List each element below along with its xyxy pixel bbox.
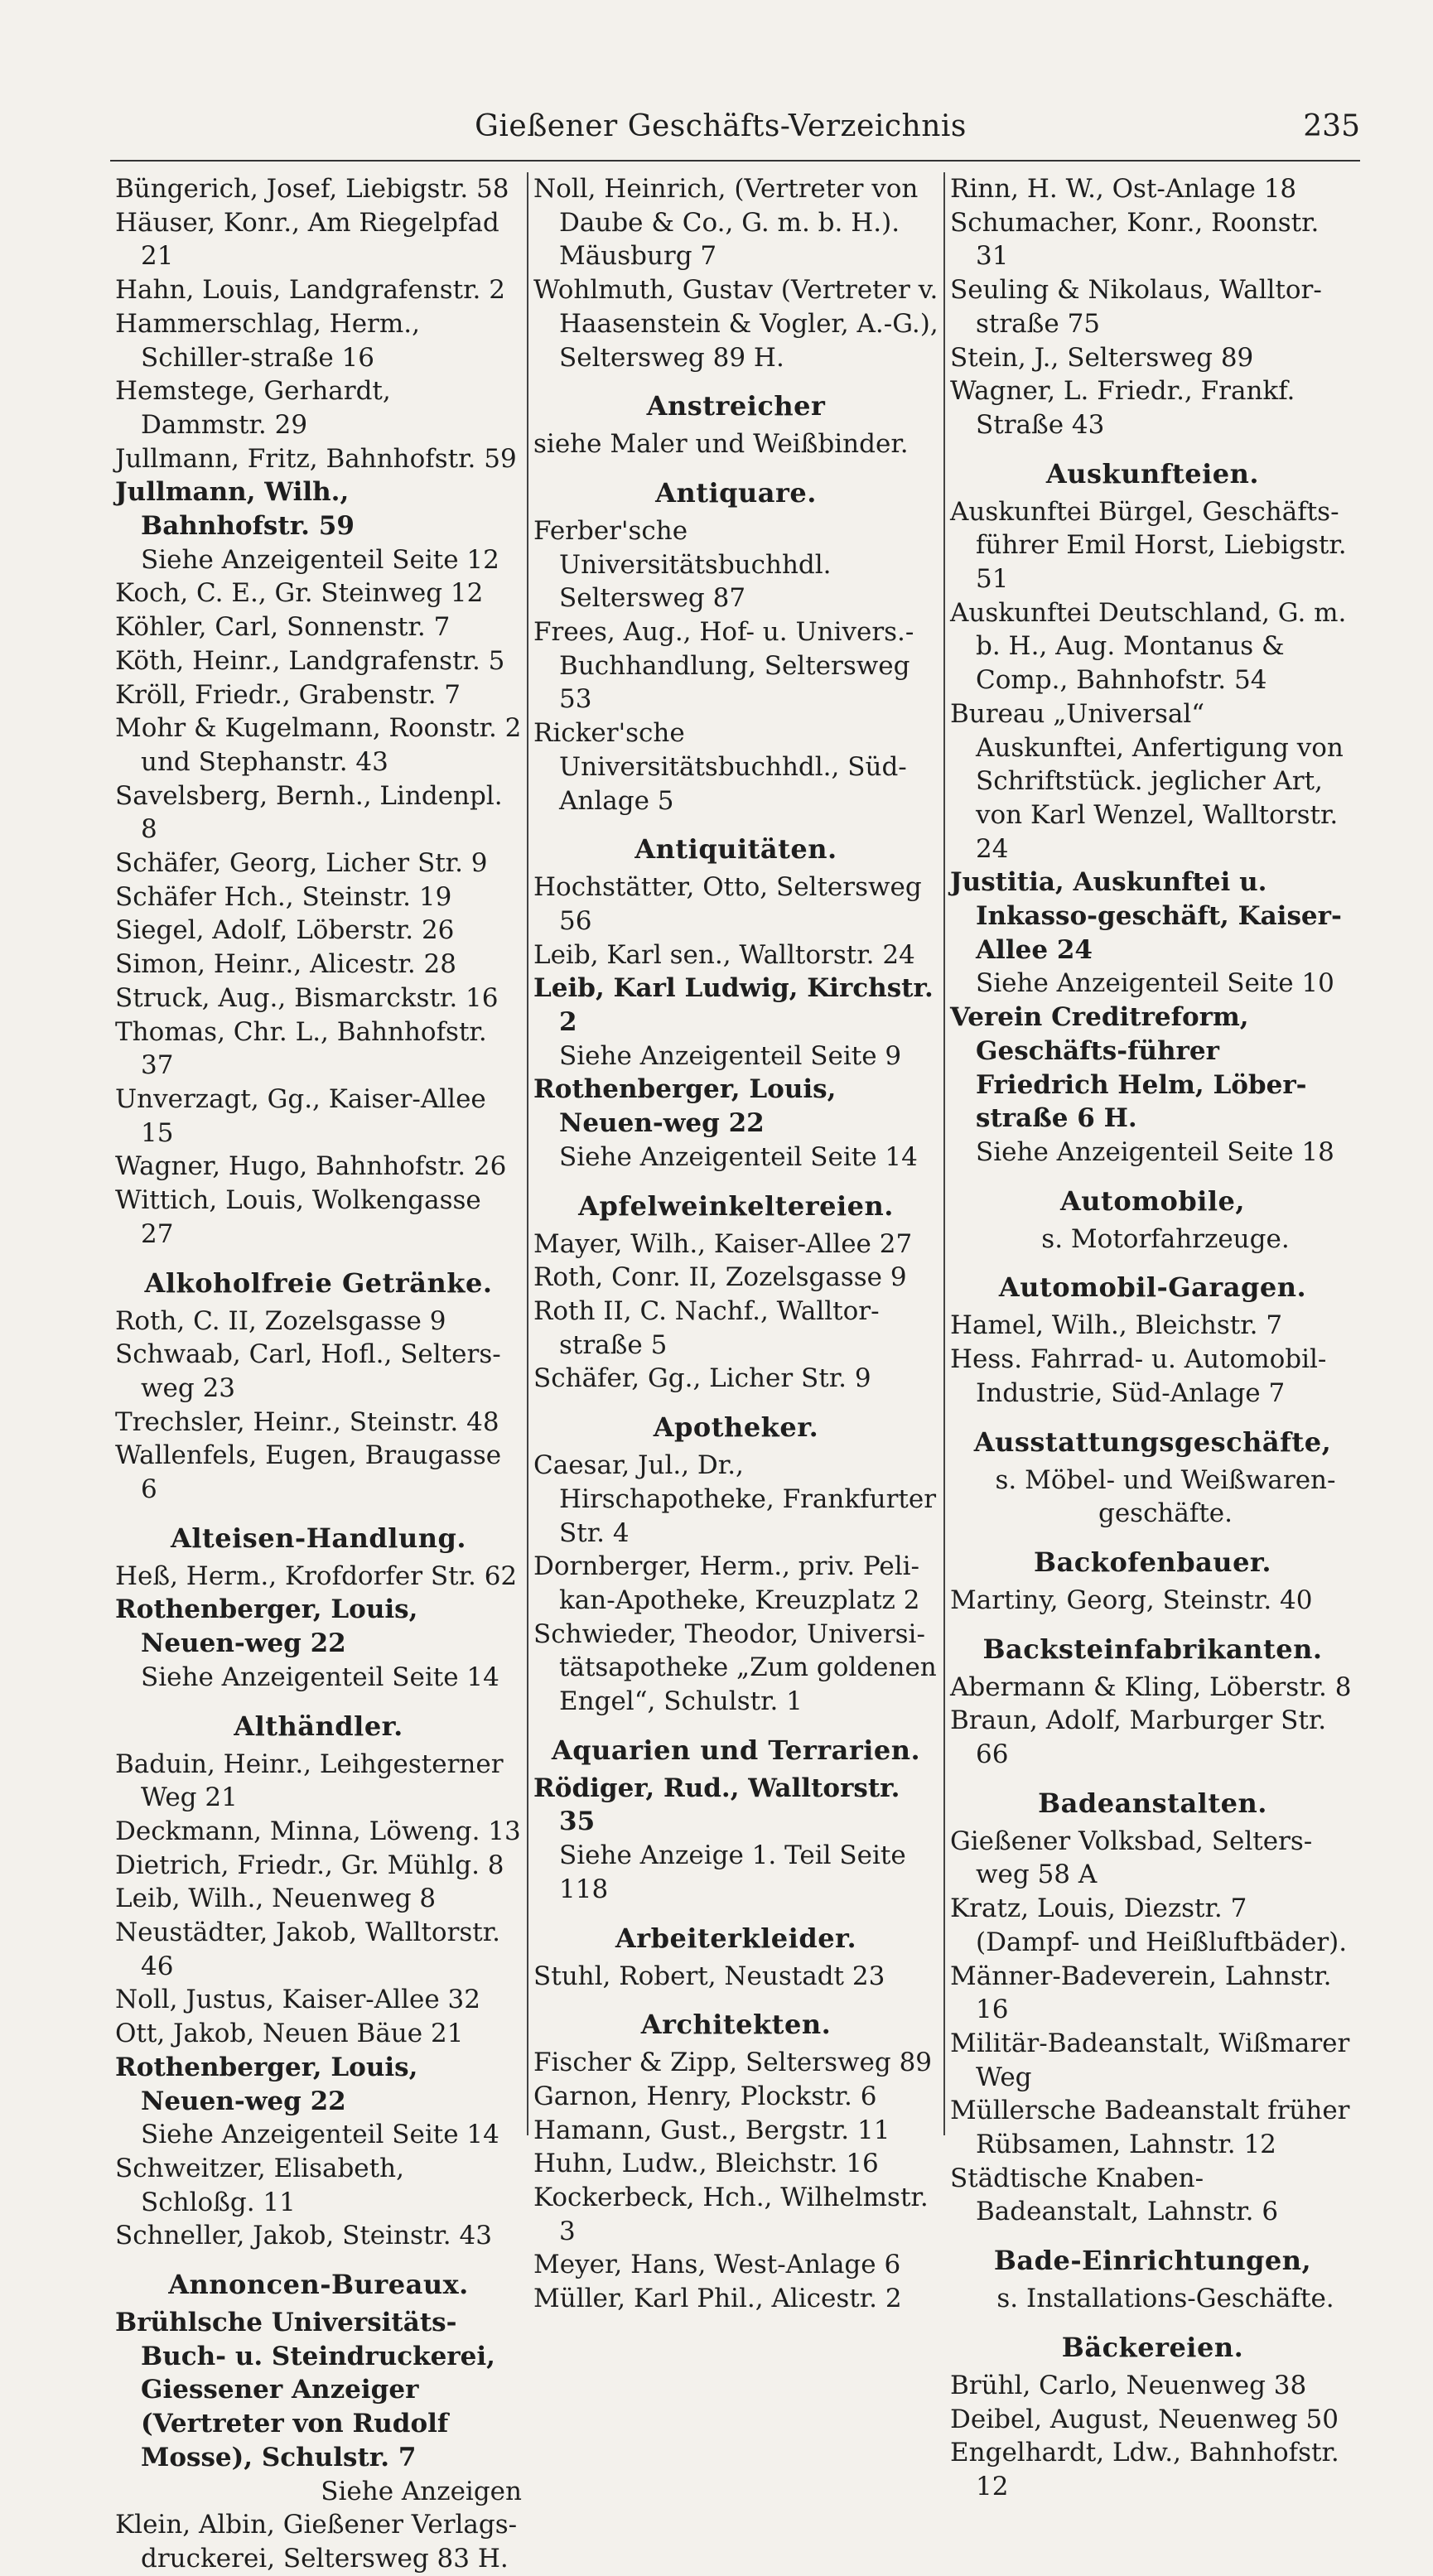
- section-heading: Aquarien und Terrarien.: [551, 1734, 921, 1766]
- directory-entry: Jullmann, Wilh., Bahnhofstr. 59: [115, 477, 355, 542]
- directory-entry: Leib, Karl Ludwig, Kirchstr. 2: [533, 973, 934, 1038]
- directory-entry: Schweitzer, Elisabeth, Schloßg. 11: [115, 2153, 404, 2217]
- directory-entry: Hammerschlag, Herm., Schiller-straße 16: [115, 308, 420, 373]
- directory-entry: Hemstege, Gerhardt, Dammstr. 29: [115, 376, 391, 440]
- directory-entry: Garnon, Henry, Plockstr. 6: [533, 2081, 877, 2111]
- cross-reference: s. Möbel- und Weißwaren-geschäfte.: [995, 1464, 1336, 1529]
- section-heading: Bäckereien.: [1061, 2331, 1244, 2363]
- directory-entry: Männer-Badeverein, Lahnstr. 16: [950, 1961, 1332, 2025]
- directory-entry: Wittich, Louis, Wolkengasse 27: [115, 1185, 481, 1249]
- advert-reference: Siehe Anzeigenteil Seite 14: [141, 2120, 499, 2150]
- directory-entry: Müllersche Badeanstalt früher Rübsamen, Lahnstr. 12: [950, 2096, 1350, 2160]
- section-heading: Apfelweinkeltereien.: [578, 1189, 894, 1222]
- directory-entry: Savelsberg, Bernh., Lindenpl. 8: [115, 780, 503, 845]
- advert-reference: Siehe Anzeigenteil Seite 10: [976, 968, 1334, 999]
- directory-entry: Köhler, Carl, Sonnenstr. 7: [115, 612, 451, 643]
- directory-entry: Wagner, L. Friedr., Frankf. Straße 43: [950, 376, 1295, 440]
- directory-entry: Braun, Adolf, Marburger Str. 66: [950, 1705, 1327, 1770]
- directory-entry: Ricker'sche Universitätsbuchhdl., Süd-Anlage 5: [533, 718, 907, 816]
- directory-entry: Schumacher, Konr., Roonstr. 31: [950, 207, 1320, 272]
- advert-reference: Siehe Anzeige 1. Teil Seite 118: [559, 1840, 906, 1904]
- advert-reference: Siehe Anzeigenteil Seite 12: [141, 544, 499, 575]
- section-heading: Arbeiterkleider.: [615, 1922, 857, 1954]
- directory-entry: Noll, Heinrich, (Vertreter von Daube & Co., G. m. b. H.). Mäusburg 7: [533, 174, 919, 272]
- directory-entry: Engelhardt, Ldw., Bahnhofstr. 12: [950, 2438, 1339, 2501]
- directory-entry: Wagner, Hugo, Bahnhofstr. 26: [115, 1151, 507, 1182]
- directory-entry: Unverzagt, Gg., Kaiser-Allee 15: [115, 1083, 486, 1148]
- directory-entry: Rothenberger, Louis, Neuen-weg 22: [533, 1074, 837, 1139]
- directory-entry: Fischer & Zipp, Seltersweg 89: [533, 2048, 933, 2078]
- section-heading: Badeanstalten.: [1038, 1787, 1267, 1819]
- cross-reference: s. Installations-Geschäfte.: [996, 2284, 1334, 2314]
- section-heading: Ausstattungsgeschäfte,: [973, 1425, 1332, 1458]
- directory-entry: Mayer, Wilh., Kaiser-Allee 27: [533, 1228, 913, 1259]
- directory-entry: Ferber'sche Universitätsbuchhdl. Seltersweg 87: [533, 515, 832, 614]
- directory-entry: Trechsler, Heinr., Steinstr. 48: [115, 1406, 499, 1437]
- directory-entry: Baduin, Heinr., Leihgesterner Weg 21: [115, 1749, 504, 1813]
- column-left: [110, 172, 527, 2574]
- directory-entry: Gießener Volksbad, Selters-weg 58 A: [950, 1826, 1313, 1890]
- section-heading: Automobil-Garagen.: [998, 1271, 1307, 1304]
- column-middle: [527, 172, 943, 2314]
- advert-reference: Siehe Anzeigenteil Seite 9: [559, 1040, 902, 1071]
- directory-entry: Koch, C. E., Gr. Steinweg 12: [115, 578, 484, 609]
- directory-entry: Büngerich, Josef, Liebigstr. 58: [115, 174, 509, 204]
- section-heading: Anstreicher: [646, 390, 826, 422]
- directory-entry: Siegel, Adolf, Löberstr. 26: [115, 915, 455, 946]
- directory-entry: Ott, Jakob, Neuen Bäue 21: [115, 2019, 464, 2049]
- directory-entry: Hamann, Gust., Bergstr. 11: [533, 2115, 890, 2145]
- directory-entry: siehe Maler und Weißbinder.: [533, 429, 909, 460]
- directory-entry: Leib, Karl sen., Walltorstr. 24: [533, 939, 915, 970]
- directory-entry: Bureau „Universal“ Auskunftei, Anfertigung von Schriftstück. jeglicher Art, von Karl Wenzel, Walltorstr. 24: [950, 698, 1344, 864]
- directory-entry: Kröll, Friedr., Grabenstr. 7: [115, 679, 461, 710]
- directory-entry: Schäfer, Georg, Licher Str. 9: [115, 848, 488, 879]
- header-rule: [110, 160, 1360, 162]
- directory-entry: Dietrich, Friedr., Gr. Mühlg. 8: [115, 1850, 504, 1880]
- directory-entry: Mohr & Kugelmann, Roonstr. 2 und Stephanstr. 43: [115, 713, 522, 777]
- directory-entry: Kratz, Louis, Diezstr. 7 (Dampf- und Heißluftbäder).: [950, 1893, 1348, 1957]
- directory-entry: Deibel, August, Neuenweg 50: [950, 2404, 1339, 2434]
- directory-entry: Frees, Aug., Hof- u. Univers.-Buchhandlung, Seltersweg 53: [533, 617, 914, 715]
- directory-entry: Auskunftei Bürgel, Geschäfts-führer Emil Horst, Liebigstr. 51: [950, 496, 1347, 595]
- directory-entry: Stuhl, Robert, Neustadt 23: [533, 1961, 885, 1991]
- advert-reference: Siehe Anzeigenteil Seite 14: [559, 1141, 918, 1172]
- directory-entry: Struck, Aug., Bismarckstr. 16: [115, 982, 499, 1013]
- directory-entry: Brühlsche Universitäts-Buch- u. Steindruckerei, Giessener Anzeiger (Vertreter von Rudolf Mosse), Schulstr. 7: [115, 2308, 495, 2472]
- directory-entry: Martiny, Georg, Steinstr. 40: [950, 1585, 1313, 1615]
- directory-entry: Schwieder, Theodor, Universi-tätsapotheke „Zum goldenen Engel“, Schulstr. 1: [533, 1618, 937, 1717]
- directory-entry: Hahn, Louis, Landgrafenstr. 2: [115, 275, 505, 306]
- directory-entry: Klein, Albin, Gießener Verlags-druckerei, Seltersweg 83 H.: [115, 2510, 518, 2574]
- directory-entry: Hess. Fahrrad- u. Automobil-Industrie, Süd-Anlage 7: [950, 1344, 1327, 1408]
- directory-entry: Thomas, Chr. L., Bahnhofstr. 37: [115, 1016, 487, 1081]
- directory-entry: Städtische Knaben-Badeanstalt, Lahnstr. 6: [950, 2163, 1279, 2227]
- section-heading: Alkoholfreie Getränke.: [144, 1266, 493, 1299]
- directory-entry: Huhn, Ludw., Bleichstr. 16: [533, 2149, 879, 2179]
- advert-reference: Siehe Anzeigenteil Seite 14: [141, 1662, 499, 1692]
- section-heading: Architekten.: [640, 2009, 832, 2041]
- page-number: 235: [1303, 109, 1360, 143]
- directory-entry: Rothenberger, Louis, Neuen-weg 22: [115, 2052, 418, 2116]
- directory-entry: Militär-Badeanstalt, Wißmarer Weg: [950, 2028, 1350, 2092]
- directory-entry: Heß, Herm., Krofdorfer Str. 62: [115, 1561, 518, 1591]
- directory-entry: Neustädter, Jakob, Walltorstr. 46: [115, 1918, 501, 1981]
- directory-entry: Müller, Karl Phil., Alicestr. 2: [533, 2284, 902, 2314]
- page-header: [0, 109, 1433, 146]
- section-heading: Alteisen-Handlung.: [170, 1522, 466, 1554]
- directory-entry: Rothenberger, Louis, Neuen-weg 22: [115, 1594, 418, 1659]
- cross-reference: s. Motorfahrzeuge.: [1041, 1223, 1290, 1254]
- advert-reference: Siehe Anzeigen: [321, 2476, 522, 2506]
- directory-entry: Schäfer, Gg., Licher Str. 9: [533, 1363, 871, 1394]
- directory-entry: Hamel, Wilh., Bleichstr. 7: [950, 1310, 1283, 1341]
- directory-entry: Abermann & Kling, Löberstr. 8: [950, 1672, 1352, 1702]
- directory-entry: Rinn, H. W., Ost-Anlage 18: [950, 174, 1297, 204]
- directory-entry: Jullmann, Fritz, Bahnhofstr. 59: [115, 443, 517, 474]
- directory-entry: Roth, Conr. II, Zozelsgasse 9: [533, 1262, 907, 1293]
- section-heading: Althändler.: [234, 1710, 403, 1742]
- directory-entry: Simon, Heinr., Alicestr. 28: [115, 949, 456, 980]
- directory-entry: Leib, Wilh., Neuenweg 8: [115, 1884, 437, 1914]
- directory-entry: Roth, C. II, Zozelsgasse 9: [115, 1305, 446, 1336]
- directory-entry: Schäfer Hch., Steinstr. 19: [115, 881, 452, 912]
- directory-entry: Meyer, Hans, West-Anlage 6: [533, 2250, 901, 2280]
- advert-reference: Siehe Anzeigenteil Seite 18: [976, 1136, 1334, 1167]
- directory-entry: Brühl, Carlo, Neuenweg 38: [950, 2370, 1307, 2400]
- section-heading: Auskunfteien.: [1045, 457, 1260, 490]
- directory-entry: Seuling & Nikolaus, Walltor-straße 75: [950, 275, 1322, 339]
- directory-entry: Deckmann, Minna, Löweng. 13: [115, 1816, 521, 1846]
- directory-entry: Köth, Heinr., Landgrafenstr. 5: [115, 645, 505, 676]
- section-heading: Bade-Einrichtungen,: [993, 2245, 1312, 2277]
- section-heading: Antiquare.: [655, 476, 817, 509]
- directory-entry: Auskunftei Deutschland, G. m. b. H., Aug. Montanus & Comp., Bahnhofstr. 54: [950, 597, 1347, 696]
- section-heading: Annoncen-Bureaux.: [168, 2269, 469, 2301]
- directory-columns: [110, 172, 1361, 2574]
- directory-entry: Schwaab, Carl, Hofl., Selters-weg 23: [115, 1339, 501, 1403]
- section-heading: Antiquitäten.: [634, 833, 837, 866]
- directory-entry: Schneller, Jakob, Steinstr. 43: [115, 2221, 492, 2251]
- directory-entry: Wohlmuth, Gustav (Vertreter v. Haasenstein & Vogler, A.-G.), Seltersweg 89 H.: [533, 275, 938, 373]
- directory-entry: Kockerbeck, Hch., Wilhelmstr. 3: [533, 2183, 929, 2246]
- column-right: [943, 172, 1360, 2501]
- directory-entry: Häuser, Konr., Am Riegelpfad 21: [115, 207, 499, 272]
- directory-entry: Dornberger, Herm., priv. Peli-kan-Apotheke, Kreuzplatz 2: [533, 1551, 920, 1615]
- section-heading: Apotheker.: [653, 1411, 819, 1444]
- directory-entry: Stein, J., Seltersweg 89: [950, 342, 1254, 373]
- section-heading: Backofenbauer.: [1034, 1546, 1271, 1578]
- section-heading: Backsteinfabrikanten.: [982, 1633, 1323, 1665]
- directory-entry: Rödiger, Rud., Walltorstr. 35: [533, 1773, 900, 1837]
- section-heading: Automobile,: [1059, 1184, 1246, 1217]
- directory-entry: Roth II, C. Nachf., Walltor-straße 5: [533, 1295, 880, 1360]
- directory-entry: Wallenfels, Eugen, Braugasse 6: [115, 1440, 502, 1505]
- directory-entry: Noll, Justus, Kaiser-Allee 32: [115, 1985, 480, 2015]
- directory-entry: Caesar, Jul., Dr., Hirschapotheke, Frankfurter Str. 4: [533, 1450, 937, 1548]
- directory-entry: Justitia, Auskunftei u. Inkasso-geschäft, Kaiser-Allee 24: [950, 867, 1342, 965]
- directory-entry: Hochstätter, Otto, Seltersweg 56: [533, 872, 922, 936]
- directory-entry: Verein Creditreform, Geschäfts-führer Friedrich Helm, Löber-straße 6 H.: [950, 1002, 1307, 1134]
- running-title: Gießener Geschäfts-Verzeichnis: [475, 109, 967, 143]
